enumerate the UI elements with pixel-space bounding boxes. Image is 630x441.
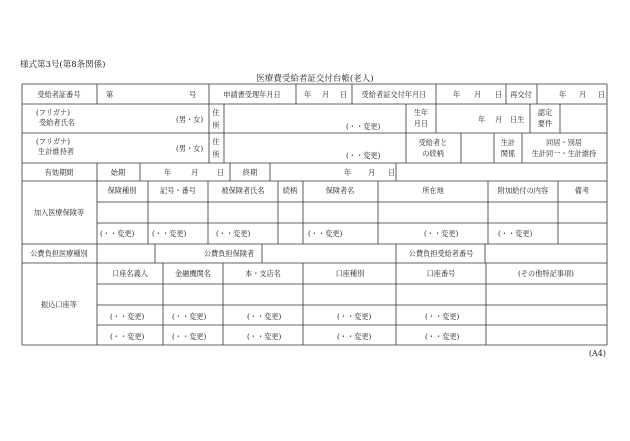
transfer-change-type-2: (・・変更) <box>337 332 372 341</box>
livelihood-label-2: 関係 <box>500 149 516 158</box>
address-change-note: (・・変更) <box>346 122 381 131</box>
livelihood-label-1: 生計 <box>500 138 516 147</box>
application-year: 年 <box>304 90 312 99</box>
insurance-change-insurer: (・・変更) <box>308 229 343 238</box>
cert-label-2: 要件 <box>537 119 553 128</box>
issue-day: 日 <box>495 90 503 99</box>
birth-label-2: 月日 <box>413 119 429 128</box>
maintainer-sex: (男・女) <box>176 144 204 153</box>
number-suffix: 号 <box>189 90 197 99</box>
address-label-2: 所 <box>212 121 220 130</box>
insurance-change-type: (・・変更) <box>100 229 135 238</box>
recipient-sex: (男・女) <box>176 115 204 124</box>
transfer-change-holder-1: (・・変更) <box>110 312 145 321</box>
reissue-label: 再交付 <box>510 90 532 99</box>
insurance-change-insured: (・・変更) <box>216 229 251 238</box>
insurance-label: 加入医療保険等 <box>33 208 85 217</box>
cert-label-1: 認定 <box>537 108 553 117</box>
transfer-header-account-type: 口座種別 <box>335 269 365 278</box>
reissue-month: 月 <box>579 90 587 99</box>
maintainer-address-label-2: 所 <box>212 150 220 159</box>
form-label: 様式第3号(第8条関係) <box>20 60 106 70</box>
insurance-header-address: 所在地 <box>422 186 444 195</box>
end-month: 月 <box>368 168 376 177</box>
transfer-change-number-1: (・・変更) <box>425 312 460 321</box>
end-year: 年 <box>344 168 352 177</box>
livelihood-options-2: 生計同一・生計維持 <box>531 149 597 158</box>
application-day: 日 <box>340 90 348 99</box>
maintainer-address-label-1: 住 <box>212 137 220 146</box>
transfer-change-number-2: (・・変更) <box>425 332 460 341</box>
insurance-header-insured: 被保険者氏名 <box>221 186 265 195</box>
insurance-header-type: 保険種別 <box>107 186 137 195</box>
transfer-label: 振込口座等 <box>41 300 77 309</box>
insurance-header-benefit: 附加給付の内容 <box>497 186 549 195</box>
issue-year: 年 <box>453 90 461 99</box>
insurance-header-insurer: 保険者名 <box>325 186 355 195</box>
transfer-header-holder: 口座名義人 <box>112 269 148 278</box>
birth-label-1: 生年 <box>413 108 429 117</box>
address-label-1: 住 <box>212 108 220 117</box>
transfer-change-branch-1: (・・変更) <box>247 312 282 321</box>
application-date-label: 申請書受理年月日 <box>223 90 281 99</box>
maintainer-change-note: (・・変更) <box>346 151 381 160</box>
recipient-name-label: 受給者氏名 <box>39 118 75 127</box>
end-day: 日 <box>388 168 396 177</box>
transfer-change-bank-1: (・・変更) <box>172 312 207 321</box>
transfer-change-type-1: (・・変更) <box>337 312 372 321</box>
public-burden-recipient-label: 公費負担受給者番号 <box>408 249 474 258</box>
start-day: 日 <box>217 168 225 177</box>
public-burden-type-label: 公費負担医療種別 <box>30 249 88 258</box>
validity-label: 有効期間 <box>44 168 74 177</box>
recipient-furigana-label: (フリガナ) <box>36 108 70 117</box>
insurance-header-relation: 続柄 <box>282 186 298 195</box>
livelihood-options-1: 同居・別居 <box>546 138 582 147</box>
validity-start-label: 始期 <box>110 168 126 177</box>
insurance-header-symbol: 記号・番号 <box>160 186 196 195</box>
recipient-number-label: 受給者証番号 <box>37 90 81 99</box>
transfer-header-branch: 本・支店名 <box>245 269 281 278</box>
insurance-change-symbol: (・・変更) <box>152 229 187 238</box>
maintainer-furigana-label: (フリガナ) <box>36 137 70 146</box>
maintainer-label: 生計維持者 <box>38 147 74 156</box>
transfer-change-bank-2: (・・変更) <box>172 332 207 341</box>
insurance-change-benefit: (・・変更) <box>498 229 533 238</box>
reissue-year: 年 <box>559 90 567 99</box>
issue-date-label: 受給者証交付年月日 <box>361 90 427 99</box>
start-month: 月 <box>191 168 199 177</box>
application-month: 月 <box>322 90 330 99</box>
transfer-header-bank: 金融機関名 <box>175 269 211 278</box>
transfer-header-account-number: 口座番号 <box>426 269 456 278</box>
birth-month: 月 <box>495 115 503 124</box>
transfer-change-holder-2: (・・変更) <box>110 332 145 341</box>
birth-year: 年 <box>478 115 486 124</box>
reissue-day: 日 <box>598 90 606 99</box>
issue-month: 月 <box>474 90 482 99</box>
birth-day: 日生 <box>510 115 525 124</box>
transfer-change-branch-2: (・・変更) <box>247 332 282 341</box>
start-year: 年 <box>164 168 172 177</box>
paper-size-label: (A4) <box>588 349 606 358</box>
insurance-change-address: (・・変更) <box>424 229 459 238</box>
relation-label-2: の続柄 <box>422 149 444 158</box>
validity-end-label: 終期 <box>242 168 258 177</box>
relation-label-1: 受給者と <box>418 138 448 147</box>
transfer-header-notes: (その他特記事項) <box>518 269 574 278</box>
public-burden-payer-label: 公費負担保険者 <box>203 249 255 258</box>
form-title: 医療費受給者証交付台帳(老人) <box>256 74 374 84</box>
number-prefix: 第 <box>106 90 114 99</box>
insurance-header-remarks: 備考 <box>574 186 590 195</box>
